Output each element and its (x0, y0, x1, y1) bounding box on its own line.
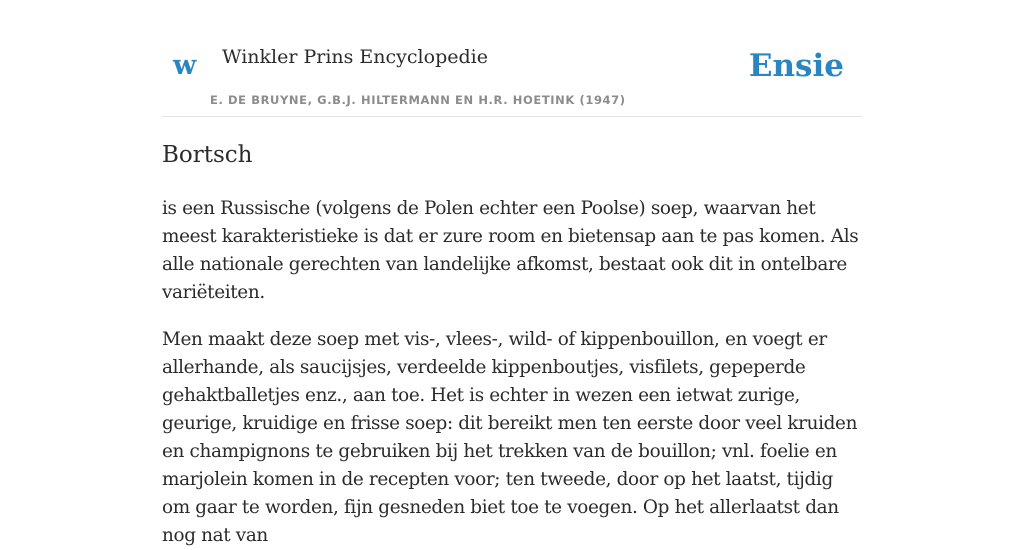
article-paragraph: Men maakt deze soep met vis-, vlees-, wild- of kippenbouillon, en voegt er allerhande, als saucijsjes, verdeelde kippenboutjes, visfilets, gepeperde gehaktballetjes enz., aan toe. Het is echter in wezen een ietwat zurige, geurige, kruidige en frisse soep: dit bereikt men ten eerste door veel kruiden en champignons te gebruiken bij het trekken van de bouillon; vnl. foelie en marjolein komen in de recepten voor; ten tweede, door op het laatst, tijdig om gaar te worden, fijn gesneden biet toe te voegen. Op het allerlaatst dan nog nat van (162, 328, 858, 546)
source-authors: E. DE BRUYNE, G.B.J. HILTERMANN EN H.R. HOETINK (1947) (210, 93, 626, 107)
article-paragraph: is een Russische (volgens de Polen echter een Poolse) soep, waarvan het meest karakteristieke is dat er zure room en bietensap aan te pas komen. Als alle nationale gerechten van landelijke afkomst, bestaat ook dit in ontelbare variëteiten. (162, 197, 859, 303)
source-logo-icon[interactable]: w (173, 50, 197, 81)
source-title[interactable]: Winkler Prins Encyclopedie (222, 46, 488, 68)
article-title: Bortsch (162, 142, 253, 168)
page-content (162, 0, 862, 550)
brand-logo[interactable]: Ensie (748, 48, 844, 84)
source-header (162, 0, 862, 117)
